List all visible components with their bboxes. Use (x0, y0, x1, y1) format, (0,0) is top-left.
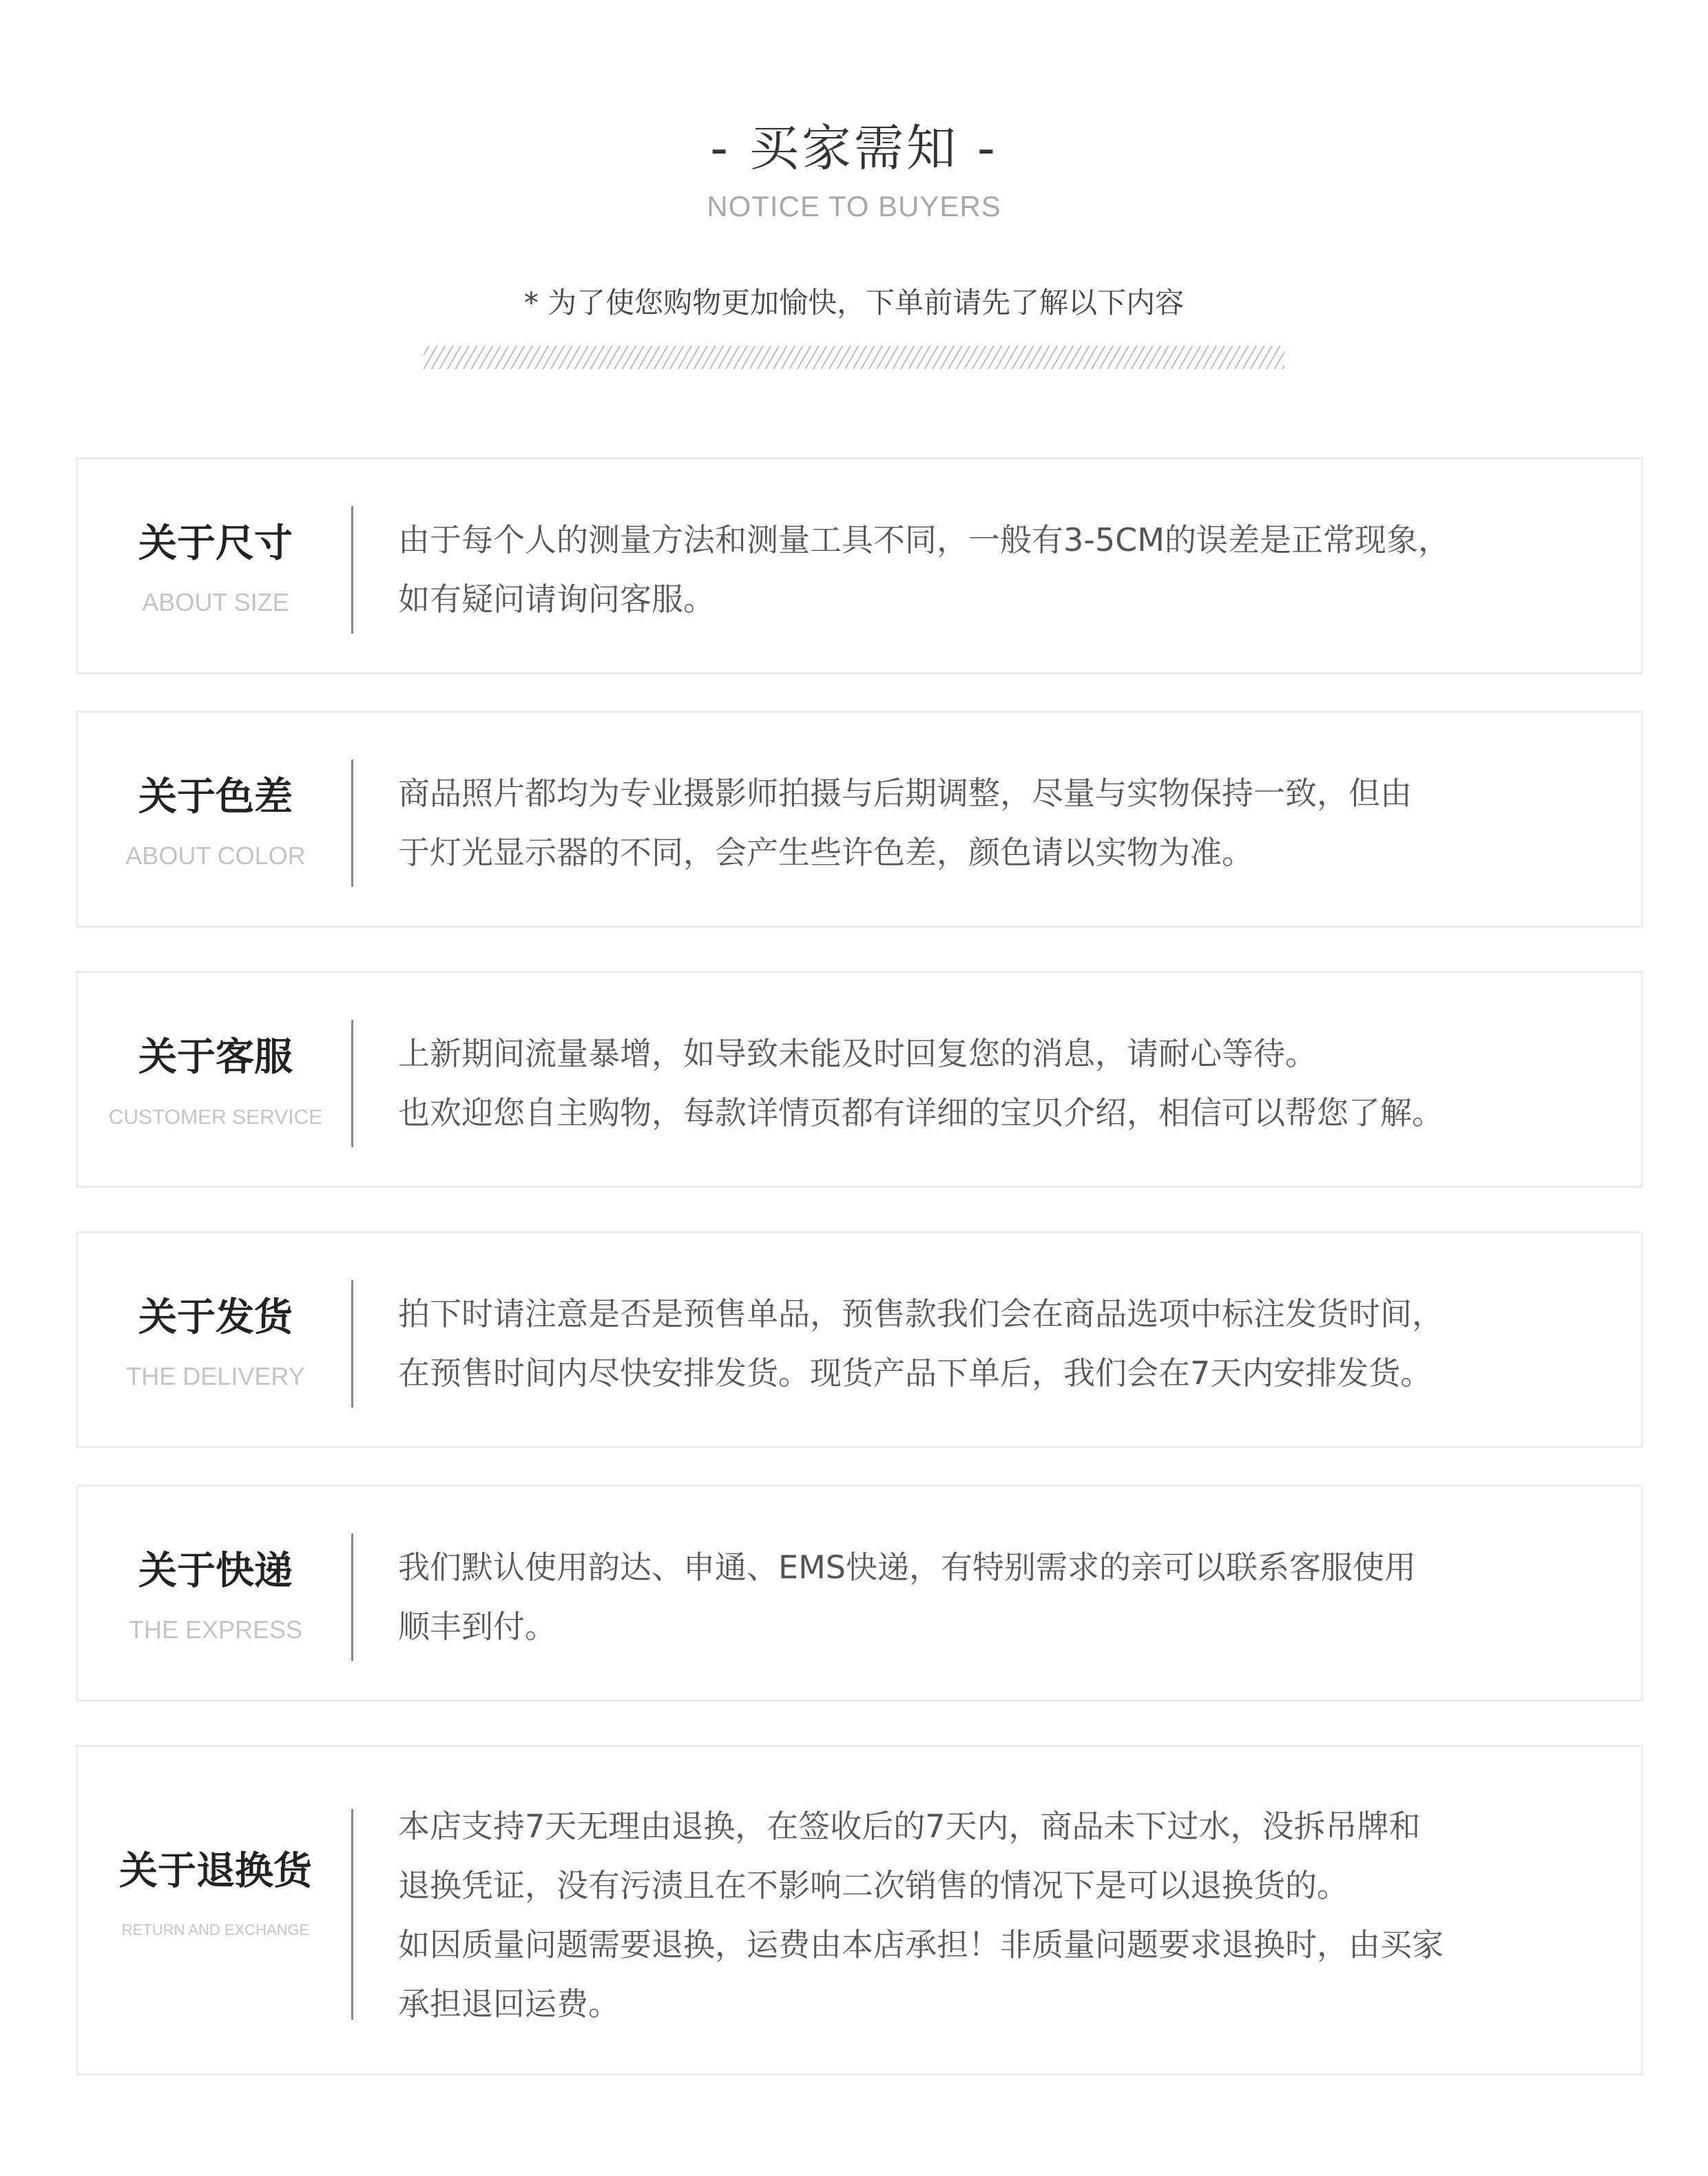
card-line: 也欢迎您自主购物，每款详情页都有详细的宝贝介绍，相信可以帮您了解。 (398, 1094, 1444, 1131)
card-title-cn: 关于尺寸 (138, 521, 293, 566)
card-line: 我们默认使用韵达、申通、EMS快递，有特别需求的亲可以联系客服使用 (398, 1549, 1416, 1586)
card-line: 如因质量问题需要退换，运费由本店承担！非质量问题要求退换时，由买家 (398, 1926, 1444, 1963)
card-title-cn: 关于退换货 (119, 1849, 312, 1894)
card-line: 顺丰到付。 (398, 1608, 556, 1645)
card-line: 在预售时间内尽快安排发货。现货产品下单后，我们会在7天内安排发货。 (398, 1354, 1433, 1392)
card-about-size (76, 457, 1643, 674)
card-line: 本店支持7天无理由退换，在签收后的7天内，商品未下过水，没拆吊牌和 (398, 1808, 1421, 1845)
card-title-en: THE EXPRESS (128, 1615, 303, 1644)
card-customer-service (76, 971, 1643, 1188)
card-body (398, 1797, 1614, 2033)
card-title-cn: 关于发货 (138, 1295, 293, 1340)
card-title-cn: 关于客服 (138, 1035, 293, 1080)
card-delivery (76, 1231, 1643, 1448)
page-subtitle: NOTICE TO BUYERS (707, 190, 1001, 222)
card-title-en: RETURN AND EXCHANGE (121, 1921, 310, 1938)
card-title-en: ABOUT COLOR (125, 841, 306, 870)
card-line: 商品照片都均为专业摄影师拍摄与后期调整，尽量与实物保持一致，但由 (398, 775, 1412, 812)
card-divider (351, 1534, 353, 1661)
hatch-divider (424, 346, 1284, 369)
notice-text: * 为了使您购物更加愉快，下单前请先了解以下内容 (523, 286, 1185, 320)
card-line: 承担退回运费。 (398, 1985, 620, 2022)
card-title-en: ABOUT SIZE (142, 588, 289, 616)
card-line: 退换凭证，没有污渍且在不影响二次销售的情况下是可以退换货的。 (398, 1867, 1348, 1904)
card-divider (351, 506, 353, 634)
card-title-en: THE DELIVERY (126, 1362, 305, 1390)
card-line: 由于每个人的测量方法和测量工具不同，一般有3-5CM的误差是正常现象， (398, 521, 1450, 558)
card-divider (351, 1280, 353, 1408)
card-title-cn: 关于色差 (138, 775, 293, 819)
card-label (78, 1747, 353, 2073)
card-line: 上新期间流量暴增，如导致未能及时回复您的消息，请耐心等待。 (398, 1035, 1317, 1072)
card-label (78, 973, 353, 1186)
page-title: - 买家需知 - (710, 119, 998, 177)
card-label (78, 1487, 353, 1699)
card-divider (351, 760, 353, 887)
card-divider (351, 1020, 353, 1147)
card-body (398, 510, 1614, 629)
card-label (78, 459, 353, 672)
card-return-exchange (76, 1745, 1643, 2075)
card-divider (351, 1809, 353, 2020)
card-line: 如有疑问请询问客服。 (398, 580, 715, 618)
card-express (76, 1485, 1643, 1702)
card-line: 拍下时请注意是否是预售单品，预售款我们会在商品选项中标注发货时间， (398, 1295, 1444, 1332)
card-title-en: CUSTOMER SERVICE (108, 1106, 323, 1129)
card-title-cn: 关于快递 (138, 1549, 293, 1593)
card-body (398, 1284, 1614, 1403)
card-label (78, 1233, 353, 1446)
card-body (398, 1538, 1614, 1656)
card-body (398, 764, 1614, 882)
card-body (398, 1024, 1614, 1142)
card-label (78, 713, 353, 925)
card-line: 于灯光显示器的不同，会产生些许色差，颜色请以实物为准。 (398, 834, 1253, 871)
card-about-color (76, 711, 1643, 928)
